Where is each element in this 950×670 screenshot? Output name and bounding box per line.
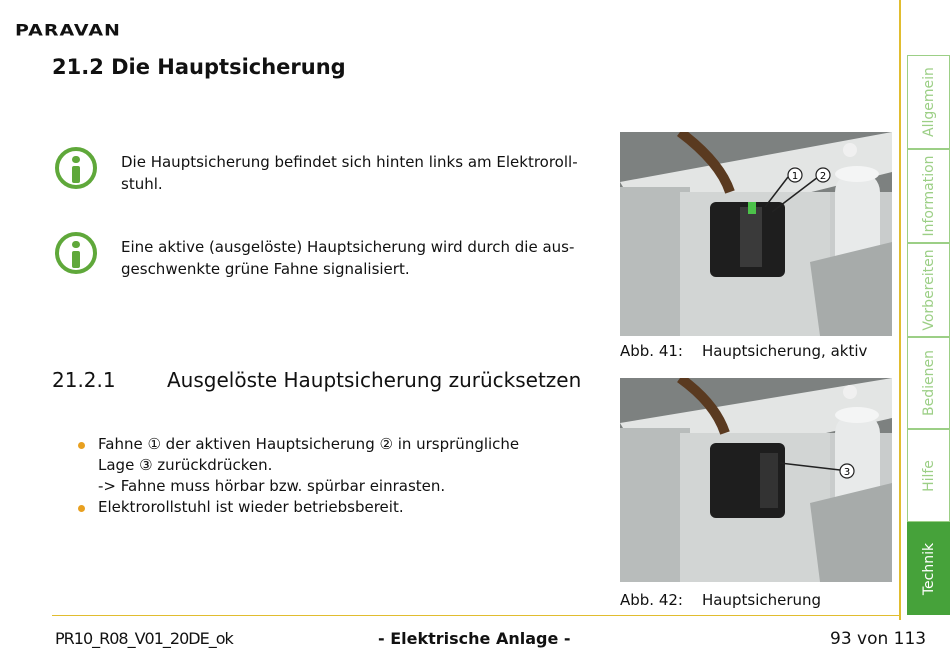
info-note-text: Die Hauptsicherung befindet sich hinten links am Elektroroll-stuhl. — [121, 153, 578, 193]
info-note-1 — [55, 147, 595, 195]
figure-caption-text: Hauptsicherung — [702, 591, 822, 609]
list-item — [75, 497, 555, 518]
list-item-line: Fahne ① der aktiven Hauptsicherung ② in ursprüngliche — [98, 435, 520, 453]
document-id: PR10_R08_V01_20DE_ok — [55, 629, 233, 648]
list-item-line: Lage ③ zurückdrücken. — [98, 456, 273, 474]
callout-label: 2 — [819, 171, 827, 182]
fuse-photo-active — [620, 132, 892, 336]
paravan-logo: PARAVAN — [15, 21, 121, 40]
figure-label: Abb. 42: — [620, 591, 683, 609]
callout-label: 3 — [843, 467, 851, 478]
info-note-2 — [55, 232, 595, 280]
figure-42-caption — [620, 591, 821, 609]
tab-label: Allgemein — [920, 67, 937, 137]
tab-label: Hilfe — [920, 459, 937, 492]
figure-caption-text: Hauptsicherung, aktiv — [702, 342, 868, 360]
list-item — [75, 434, 555, 497]
fuse-photo-reset — [620, 378, 892, 582]
subsection-number: 21.2.1 — [52, 368, 116, 392]
info-icon — [55, 232, 97, 274]
tab-label: Information — [920, 155, 937, 237]
tab-vorbereiten[interactable] — [907, 243, 950, 337]
chapter-title: - Elektrische Anlage - — [378, 629, 571, 648]
info-icon — [55, 147, 97, 189]
tab-information[interactable] — [907, 149, 950, 243]
footer-divider — [52, 615, 900, 616]
tab-label: Technik — [920, 542, 937, 595]
instruction-list — [75, 434, 555, 518]
tab-label: Bedienen — [920, 350, 937, 416]
page-number: 93 von 113 — [830, 629, 927, 649]
side-divider — [899, 0, 901, 620]
tab-bedienen[interactable] — [907, 337, 950, 429]
tab-allgemein[interactable] — [907, 55, 950, 149]
tab-hilfe[interactable] — [907, 429, 950, 522]
info-note-text: Eine aktive (ausgelöste) Hauptsicherung wird durch die aus-geschwenkte grüne Fahne signalisiert. — [121, 238, 575, 278]
subsection-title: Ausgelöste Hauptsicherung zurücksetzen — [167, 368, 582, 392]
page-title: 21.2 Die Hauptsicherung — [52, 55, 346, 79]
tab-technik[interactable] — [907, 522, 950, 615]
figure-41-caption — [620, 342, 867, 360]
figure-label: Abb. 41: — [620, 342, 683, 360]
list-item-line: Elektrorollstuhl ist wieder betriebsbereit. — [98, 498, 404, 516]
callout-label: 1 — [791, 171, 799, 182]
list-item-line: -> Fahne muss hörbar bzw. spürbar einrasten. — [98, 477, 446, 495]
tab-label: Vorbereiten — [920, 249, 937, 331]
